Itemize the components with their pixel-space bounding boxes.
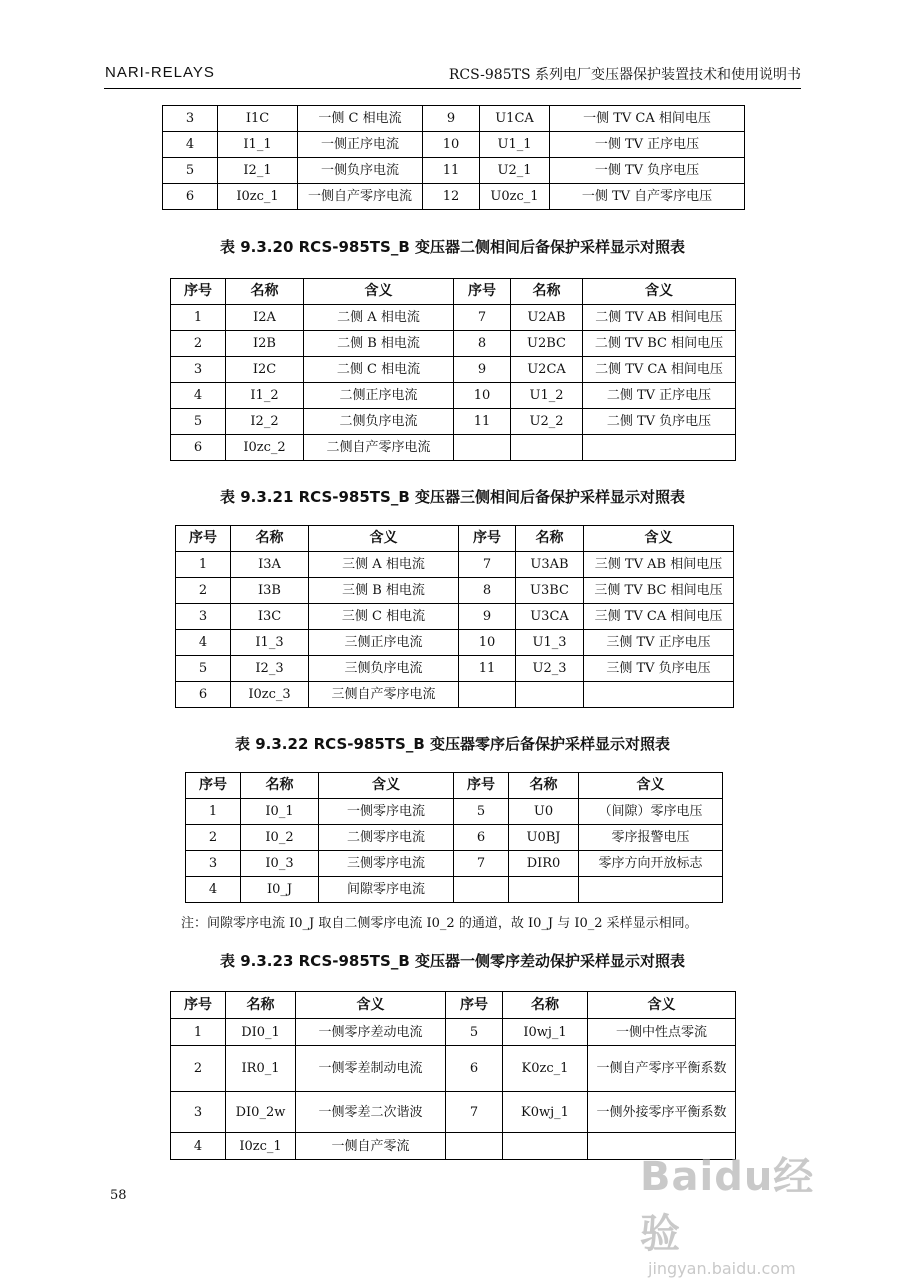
table-cell: U1_1 xyxy=(480,132,550,158)
table-cell: I2B xyxy=(226,331,304,357)
table-cell: 4 xyxy=(171,383,226,409)
table-cell: 二侧 A 相电流 xyxy=(304,305,454,331)
table-cell: 三侧正序电流 xyxy=(309,630,459,656)
table-cell: 8 xyxy=(454,331,511,357)
table-cell: U0BJ xyxy=(509,825,579,851)
table-cell: 6 xyxy=(176,682,231,708)
table-cell: 间隙零序电流 xyxy=(319,877,454,903)
table-cell: I0_J xyxy=(241,877,319,903)
table-cell: U1_2 xyxy=(511,383,583,409)
table-cell xyxy=(454,435,511,461)
table-cell: 一侧 TV 负序电压 xyxy=(550,158,745,184)
table-cell: 10 xyxy=(459,630,516,656)
table-cell: 一侧零差二次谐波 xyxy=(296,1092,446,1133)
table-cell: 3 xyxy=(171,1092,226,1133)
table-cell: 一侧零序差动电流 xyxy=(296,1019,446,1046)
column-header: 名称 xyxy=(511,279,583,305)
table-cell: U2_2 xyxy=(511,409,583,435)
table-cell: 一侧负序电流 xyxy=(298,158,423,184)
table-cell: 三侧负序电流 xyxy=(309,656,459,682)
table-cell: 二侧 B 相电流 xyxy=(304,331,454,357)
table-cell xyxy=(584,682,734,708)
watermark xyxy=(640,1145,840,1278)
table-row xyxy=(171,305,736,331)
table-row xyxy=(176,682,734,708)
table-cell: 7 xyxy=(454,851,509,877)
table-cell: 二侧正序电流 xyxy=(304,383,454,409)
table-cell: 一侧零序电流 xyxy=(319,799,454,825)
table-cell: 二侧 TV CA 相间电压 xyxy=(583,357,736,383)
header-brand: NARI-RELAYS xyxy=(105,64,215,81)
column-header: 名称 xyxy=(226,992,296,1019)
table-cell xyxy=(583,435,736,461)
table-cell: 零序报警电压 xyxy=(579,825,723,851)
table-row xyxy=(171,331,736,357)
table-cell xyxy=(579,877,723,903)
table-cell: U1_3 xyxy=(516,630,584,656)
caption-table-9-3-23: 表 9.3.23 RCS-985TS_B 变压器一侧零序差动保护采样显示对照表 xyxy=(220,952,685,970)
table-cell: 3 xyxy=(176,604,231,630)
header-divider xyxy=(104,88,801,89)
table-cell: DIR0 xyxy=(509,851,579,877)
table-cell: 4 xyxy=(163,132,218,158)
table-cell: 三侧零序电流 xyxy=(319,851,454,877)
table-9-3-22 xyxy=(185,772,723,903)
table-cell: 5 xyxy=(171,409,226,435)
table-row xyxy=(171,409,736,435)
table-cell: U3BC xyxy=(516,578,584,604)
column-header: 序号 xyxy=(454,773,509,799)
table-row xyxy=(163,132,745,158)
table-cell: 1 xyxy=(171,305,226,331)
table-cell: U2CA xyxy=(511,357,583,383)
column-header: 含义 xyxy=(579,773,723,799)
table-cell: 12 xyxy=(423,184,480,210)
table-cell: I1_3 xyxy=(231,630,309,656)
table-cell: 2 xyxy=(171,331,226,357)
column-header: 序号 xyxy=(171,279,226,305)
table-cell: I3C xyxy=(231,604,309,630)
table-cell: 1 xyxy=(176,552,231,578)
column-header: 含义 xyxy=(319,773,454,799)
table-cell: 5 xyxy=(446,1019,503,1046)
table-cell: IR0_1 xyxy=(226,1046,296,1092)
table-cell: 三侧 B 相电流 xyxy=(309,578,459,604)
column-header: 名称 xyxy=(503,992,588,1019)
column-header: 含义 xyxy=(304,279,454,305)
table-cell xyxy=(446,1133,503,1160)
table-cell: 7 xyxy=(459,552,516,578)
table-cell: 5 xyxy=(176,656,231,682)
table-cell: K0wj_1 xyxy=(503,1092,588,1133)
table-cell: I0_3 xyxy=(241,851,319,877)
table-cell: 三侧 TV AB 相间电压 xyxy=(584,552,734,578)
table-cell: 3 xyxy=(171,357,226,383)
table-row xyxy=(171,1046,736,1092)
table-cell: U2_3 xyxy=(516,656,584,682)
table-cell: I2A xyxy=(226,305,304,331)
table-cell: 4 xyxy=(171,1133,226,1160)
column-header: 名称 xyxy=(509,773,579,799)
table-cell: 9 xyxy=(423,106,480,132)
table-cell: 9 xyxy=(459,604,516,630)
table-cell: 9 xyxy=(454,357,511,383)
table-cell: 三侧 A 相电流 xyxy=(309,552,459,578)
table-cell: U2AB xyxy=(511,305,583,331)
column-header: 序号 xyxy=(171,992,226,1019)
table-cell: 1 xyxy=(186,799,241,825)
table-cell: 一侧外接零序平衡系数 xyxy=(588,1092,736,1133)
caption-table-9-3-22: 表 9.3.22 RCS-985TS_B 变压器零序后备保护采样显示对照表 xyxy=(235,735,670,753)
table-cell: I3A xyxy=(231,552,309,578)
table-cell: U2_1 xyxy=(480,158,550,184)
table-cell: （间隙）零序电压 xyxy=(579,799,723,825)
table-cell: 三侧 TV 负序电压 xyxy=(584,656,734,682)
table-cell: 10 xyxy=(423,132,480,158)
table-row xyxy=(176,604,734,630)
table-cell: I2_1 xyxy=(218,158,298,184)
table-row xyxy=(171,435,736,461)
caption-table-9-3-21: 表 9.3.21 RCS-985TS_B 变压器三侧相间后备保护采样显示对照表 xyxy=(220,488,685,506)
table-cell: 6 xyxy=(446,1046,503,1092)
table-cell: 3 xyxy=(186,851,241,877)
table-row xyxy=(171,1092,736,1133)
table-cell: I0zc_2 xyxy=(226,435,304,461)
table-cell: 三侧 TV CA 相间电压 xyxy=(584,604,734,630)
table-9-3-23 xyxy=(170,991,736,1160)
table-cell: 一侧正序电流 xyxy=(298,132,423,158)
table-cell: I0zc_3 xyxy=(231,682,309,708)
table-cell: 11 xyxy=(454,409,511,435)
table-cell: 二侧 TV 正序电压 xyxy=(583,383,736,409)
table-cell xyxy=(509,877,579,903)
table-row xyxy=(176,552,734,578)
column-header: 含义 xyxy=(583,279,736,305)
table-cell: I0_1 xyxy=(241,799,319,825)
table-cell: 1 xyxy=(171,1019,226,1046)
table-cell: 5 xyxy=(163,158,218,184)
table-row xyxy=(176,656,734,682)
table-cell: I2_3 xyxy=(231,656,309,682)
table-cell: I0_2 xyxy=(241,825,319,851)
table-row xyxy=(186,877,723,903)
table-cell xyxy=(516,682,584,708)
table-cell: 8 xyxy=(459,578,516,604)
table-cell: I1_2 xyxy=(226,383,304,409)
table-cell: 三侧 C 相电流 xyxy=(309,604,459,630)
table-cell: 一侧中性点零流 xyxy=(588,1019,736,1046)
caption-table-9-3-20: 表 9.3.20 RCS-985TS_B 变压器二侧相间后备保护采样显示对照表 xyxy=(220,238,685,256)
table-cell: 一侧 TV 正序电压 xyxy=(550,132,745,158)
table-cell: 6 xyxy=(163,184,218,210)
column-header: 含义 xyxy=(296,992,446,1019)
table-row xyxy=(186,851,723,877)
table-cell: 三侧自产零序电流 xyxy=(309,682,459,708)
table-cell: 二侧 TV AB 相间电压 xyxy=(583,305,736,331)
table-row xyxy=(163,158,745,184)
table-row xyxy=(171,357,736,383)
table-cell xyxy=(454,877,509,903)
table-cell: 二侧 TV 负序电压 xyxy=(583,409,736,435)
table-cell: 7 xyxy=(446,1092,503,1133)
table-cell: DI0_1 xyxy=(226,1019,296,1046)
table-cell: 2 xyxy=(171,1046,226,1092)
watermark-logo: Baidu经验 xyxy=(640,1154,815,1257)
column-header: 名称 xyxy=(226,279,304,305)
table-cell: 6 xyxy=(454,825,509,851)
table-row xyxy=(171,1019,736,1046)
table-cell: 二侧 C 相电流 xyxy=(304,357,454,383)
table-cell: 一侧 TV 自产零序电压 xyxy=(550,184,745,210)
table-cell: 5 xyxy=(454,799,509,825)
table-cell: 4 xyxy=(176,630,231,656)
table-cell: 一侧自产零流 xyxy=(296,1133,446,1160)
column-header: 含义 xyxy=(309,526,459,552)
page-number: 58 xyxy=(110,1188,127,1203)
table-cell: 二侧自产零序电流 xyxy=(304,435,454,461)
table-row xyxy=(186,825,723,851)
table-cell: 7 xyxy=(454,305,511,331)
column-header: 名称 xyxy=(516,526,584,552)
table-cell: I0zc_1 xyxy=(226,1133,296,1160)
table-cell: 一侧 C 相电流 xyxy=(298,106,423,132)
column-header: 序号 xyxy=(186,773,241,799)
table-cell: U0 xyxy=(509,799,579,825)
table-cell: I0wj_1 xyxy=(503,1019,588,1046)
table-9-3-21 xyxy=(175,525,734,708)
table-cell: 11 xyxy=(423,158,480,184)
table-row xyxy=(163,184,745,210)
column-header: 名称 xyxy=(241,773,319,799)
table-cell: 一侧自产零序平衡系数 xyxy=(588,1046,736,1092)
table-row xyxy=(171,383,736,409)
table-cell: 2 xyxy=(176,578,231,604)
column-header: 含义 xyxy=(588,992,736,1019)
header-document-title: RCS-985TS 系列电厂变压器保护装置技术和使用说明书 xyxy=(448,67,801,83)
table-cell xyxy=(503,1133,588,1160)
table-cell: I2_2 xyxy=(226,409,304,435)
table-cell: I1C xyxy=(218,106,298,132)
table-cell: DI0_2w xyxy=(226,1092,296,1133)
watermark-url: jingyan.baidu.com xyxy=(648,1259,796,1278)
table-cell: 二侧 TV BC 相间电压 xyxy=(583,331,736,357)
table-cell: I2C xyxy=(226,357,304,383)
table-cell: 3 xyxy=(163,106,218,132)
table-header-row xyxy=(186,773,723,799)
column-header: 序号 xyxy=(446,992,503,1019)
table-header-row xyxy=(176,526,734,552)
column-header: 序号 xyxy=(454,279,511,305)
table-row xyxy=(186,799,723,825)
table-cell: 2 xyxy=(186,825,241,851)
table-continuation xyxy=(162,105,745,210)
table-row xyxy=(176,630,734,656)
table-cell: 二侧零序电流 xyxy=(319,825,454,851)
column-header: 名称 xyxy=(231,526,309,552)
table-cell: U0zc_1 xyxy=(480,184,550,210)
column-header: 序号 xyxy=(459,526,516,552)
table-cell: I0zc_1 xyxy=(218,184,298,210)
table-cell: U3CA xyxy=(516,604,584,630)
table-cell: 三侧 TV 正序电压 xyxy=(584,630,734,656)
table-row xyxy=(176,578,734,604)
table-cell xyxy=(459,682,516,708)
table-cell: 4 xyxy=(186,877,241,903)
table-cell: 三侧 TV BC 相间电压 xyxy=(584,578,734,604)
table-cell: 10 xyxy=(454,383,511,409)
table-cell: 二侧负序电流 xyxy=(304,409,454,435)
table-9-3-20 xyxy=(170,278,736,461)
table-row xyxy=(163,106,745,132)
table-header-row xyxy=(171,279,736,305)
table-note: 注：间隙零序电流 I0_J 取自二侧零序电流 I0_2 的通道，故 I0_J 与 I0_2 采样显示相同。 xyxy=(181,916,698,931)
table-header-row xyxy=(171,992,736,1019)
table-cell: I3B xyxy=(231,578,309,604)
table-cell: 一侧 TV CA 相间电压 xyxy=(550,106,745,132)
table-cell: 一侧零差制动电流 xyxy=(296,1046,446,1092)
table-cell: U1CA xyxy=(480,106,550,132)
table-cell: I1_1 xyxy=(218,132,298,158)
table-cell: U3AB xyxy=(516,552,584,578)
table-cell: 一侧自产零序电流 xyxy=(298,184,423,210)
column-header: 序号 xyxy=(176,526,231,552)
column-header: 含义 xyxy=(584,526,734,552)
table-cell: 零序方向开放标志 xyxy=(579,851,723,877)
table-cell xyxy=(511,435,583,461)
table-cell: U2BC xyxy=(511,331,583,357)
table-cell: K0zc_1 xyxy=(503,1046,588,1092)
table-cell: 11 xyxy=(459,656,516,682)
table-cell: 6 xyxy=(171,435,226,461)
